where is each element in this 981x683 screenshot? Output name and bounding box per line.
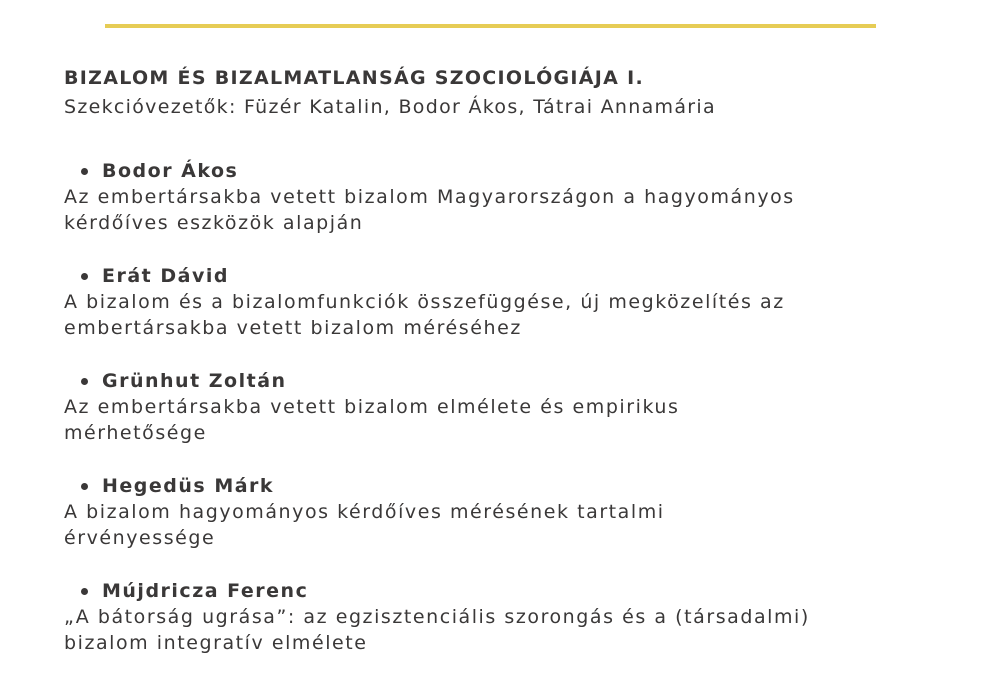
top-divider [105, 24, 876, 28]
talk-title-line: bizalom integratív elmélete [64, 632, 368, 654]
speaker-label: Hegedüs Márk [102, 475, 275, 497]
speaker-name [64, 368, 964, 394]
talk-title-line: kérdőíves eszközök alapján [64, 212, 364, 234]
talk-title-line: A bizalom hagyományos kérdőíves mérésének tartalmi [64, 501, 665, 523]
bullet-icon [81, 378, 88, 385]
talk-title-line: érvényessége [64, 527, 216, 549]
talk-title-line: Az embertársakba vetett bizalom Magyarországon a hagyományos [64, 186, 795, 208]
bullet-icon [81, 273, 88, 280]
speaker-label: Grünhut Zoltán [102, 370, 287, 392]
talk-title-line: A bizalom és a bizalomfunkciók összefüggése, új megközelítés az [64, 291, 785, 313]
speaker-label: Mújdricza Ferenc [102, 580, 309, 602]
speaker-name [64, 578, 964, 604]
talk-title-line: Az embertársakba vetett bizalom elmélete és empirikus [64, 396, 680, 418]
speaker-label: Erát Dávid [102, 265, 229, 287]
bullet-icon [81, 168, 88, 175]
talk-item [64, 263, 964, 368]
section-leaders: Szekcióvezetők: Füzér Katalin, Bodor Ákos, Tátrai Annamária [64, 96, 716, 118]
speaker-label: Bodor Ákos [102, 160, 239, 182]
speaker-name [64, 263, 964, 289]
section-header [64, 66, 944, 120]
speaker-name [64, 158, 964, 184]
talk-item [64, 473, 964, 578]
bullet-icon [81, 588, 88, 595]
talk-item [64, 578, 964, 683]
speaker-name [64, 473, 964, 499]
talk-item [64, 368, 964, 473]
section-title: BIZALOM ÉS BIZALMATLANSÁG SZOCIOLÓGIÁJA I. [64, 67, 644, 89]
talk-list [64, 158, 964, 683]
talk-title-line: embertársakba vetett bizalom méréséhez [64, 317, 522, 339]
talk-title-line: „A bátorság ugrása”: az egzisztenciális szorongás és a (társadalmi) [64, 606, 810, 628]
talk-item [64, 158, 964, 263]
talk-title-line: mérhetősége [64, 422, 207, 444]
bullet-icon [81, 483, 88, 490]
